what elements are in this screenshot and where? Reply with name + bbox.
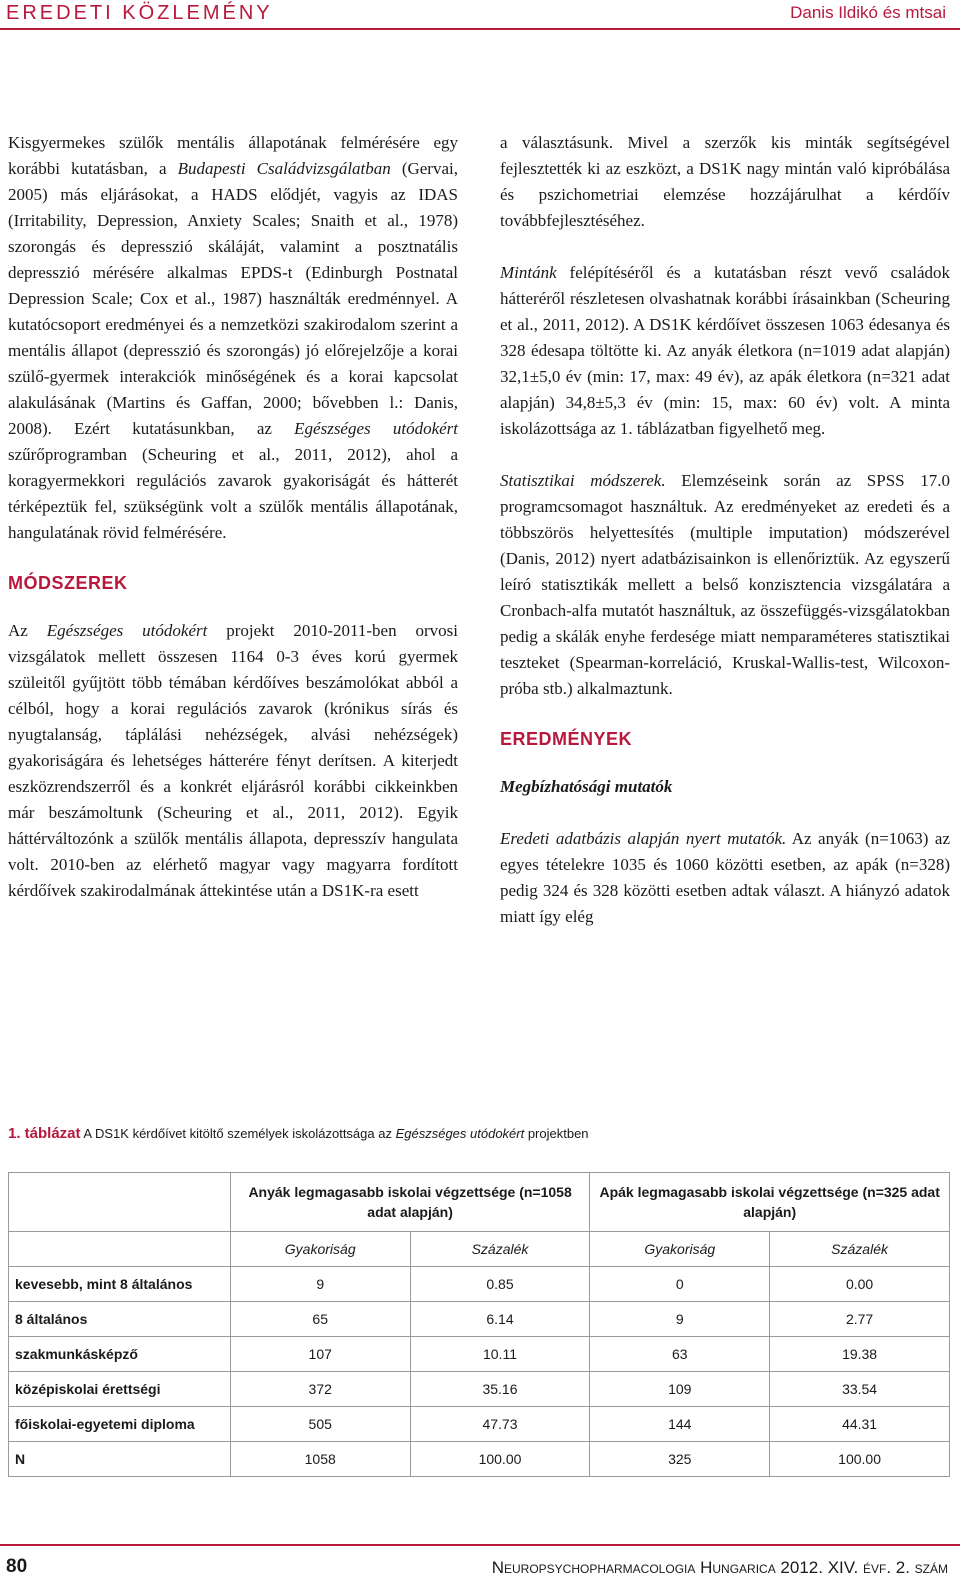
header-fathers: Apák legmagasabb iskolai végzettsége (n=325 adat alapján)	[590, 1173, 950, 1232]
paragraph: a választásunk. Mivel a szerzők kis minták segítségével fejlesztették ki az eszközt, a DS1K nagy mintán való kipróbálása és pszichometriai elemzése hozzájárulhat a kérdőív továbbfejlesztéséhez.	[500, 133, 950, 230]
cell: 63	[590, 1337, 770, 1372]
subheader-cell: Gyakoriság	[230, 1232, 410, 1267]
results-heading: EREDMÉNYEK	[500, 729, 633, 749]
row-label: főiskolai-egyetemi diploma	[9, 1407, 231, 1442]
left-column	[8, 130, 458, 904]
paragraph: Kisgyermekes szülők mentális állapotának felmérésére egy korábbi kutatásban, a Budapesti Családvizsgálatban (Gervai, 2005) más eljárásokat, a HADS elődjét, vagyis az IDAS (Irritability, Depression, Anxiety Scales; Snaith et al., 1978) szorongás és depresszió skáláját, valamint a posztnatális depresszió mérésére alkalmas EPDS-t (Edinburgh Postnatal Depression Scale; Cox et al., 1987) használták eredménnyel. A kutatócsoport eredményei és a nemzetközi szakirodalom szerint a mentális állapot (depresszió és szorongás) jó előrejelzője a korai szülő-gyermek interakciók minőségének és a korai kapcsolat alakulásának (Martins és Gaffan, 2000; bővebben l.: Danis, 2008). Ezért kutatásunkban, az Egészséges utódokért szűrőprogramban (Scheuring et al., 2011, 2012), ahol a koragyermekkori regulációs zavarok gyakoriságát és hátterét térképeztük fel, szükségünk volt a szülők mentális állapotának, hangulatának rövid felmérésére.	[8, 133, 459, 542]
row-label: 8 általános	[9, 1302, 231, 1337]
cell: 372	[230, 1372, 410, 1407]
corner-cell	[9, 1173, 231, 1232]
paragraph: Statisztikai módszerek. Elemzéseink során az SPSS 17.0 programcsomagot használtuk. Az eredményeket az eredeti és a többszörös helyettesítés (multiple imputation) módszerével (Danis, 2012) nyert adatbázisainkon is ellenőriztük. Az egyszerű leíró statisztikák mellett a belső konzisztencia vizsgálatára a Cronbach-alfa mutatót használtuk, az összefüggés-vizsgálatokban pedig a skálák enyhe ferdesége miatt nemparaméteres statisztikai teszteket (Spearman-korreláció, Kruskal-Wallis-test, Wilcoxon-próba stb.) alkalmaztunk.	[500, 471, 950, 698]
table-row	[9, 1267, 950, 1302]
row-label: középiskolai érettségi	[9, 1372, 231, 1407]
journal-citation: Neuropsychopharmacologia Hungarica 2012. XIV. évf. 2. szám	[491, 1558, 948, 1577]
cell: 35.16	[410, 1372, 590, 1407]
section-label: EREDETI KÖZLEMÉNY	[6, 2, 273, 24]
cell: 0.00	[770, 1267, 950, 1302]
cell: 0.85	[410, 1267, 590, 1302]
page-number: 80	[6, 1556, 28, 1577]
table-row	[9, 1302, 950, 1337]
education-table	[8, 1172, 950, 1477]
cell: 19.38	[770, 1337, 950, 1372]
methods-heading: MÓDSZEREK	[8, 573, 128, 593]
table-row	[9, 1372, 950, 1407]
right-column	[500, 130, 950, 930]
cell: 325	[590, 1442, 770, 1477]
cell: 505	[230, 1407, 410, 1442]
cell: 100.00	[410, 1442, 590, 1477]
cell: 10.11	[410, 1337, 590, 1372]
cell: 33.54	[770, 1372, 950, 1407]
cell: 109	[590, 1372, 770, 1407]
cell: 6.14	[410, 1302, 590, 1337]
cell: 144	[590, 1407, 770, 1442]
cell: 47.73	[410, 1407, 590, 1442]
cell: 2.77	[770, 1302, 950, 1337]
cell: 0	[590, 1267, 770, 1302]
table-number: 1. táblázat	[8, 1125, 81, 1142]
cell: 107	[230, 1337, 410, 1372]
author-label: Danis Ildikó és mtsai	[790, 3, 946, 22]
row-label: kevesebb, mint 8 általános	[9, 1267, 231, 1302]
corner-cell	[9, 1232, 231, 1267]
header-mothers: Anyák legmagasabb iskolai végzettsége (n=1058 adat alapján)	[230, 1173, 590, 1232]
table-row	[9, 1337, 950, 1372]
cell: 1058	[230, 1442, 410, 1477]
table-caption: 1. táblázat A DS1K kérdőívet kitöltő személyek iskolázottsága az Egészséges utódokért projektben	[8, 1125, 589, 1142]
subheader-cell: Százalék	[770, 1232, 950, 1267]
cell: 9	[590, 1302, 770, 1337]
row-label: szakmunkásképző	[9, 1337, 231, 1372]
subheader-cell: Százalék	[410, 1232, 590, 1267]
cell: 65	[230, 1302, 410, 1337]
table-row	[9, 1442, 950, 1477]
row-label: N	[9, 1442, 231, 1477]
paragraph: Az Egészséges utódokért projekt 2010-2011-ben orvosi vizsgálatok mellett összesen 1164 0-3 éves korú gyermek szüleitől gyűjtött több témában kérdőíves beszámolókat abból a célból, hogy a korai regulációs zavarok (krónikus sírás és nyugtalanság, táplálási nehézségek, alvási nehézségek) gyakoriságára és lehetséges hátterére fényt derítsen. A kiterjedt eszközrendszerről és a konkrét eljárásról korábbi cikkeinkben már beszámoltunk (Scheuring et al., 2011, 2012). Egyik háttérváltozónk a szülők mentális állapota, depresszív hangulata volt. 2010-ben az elérhető magyar vagy magyarra fordított kérdőívek szakirodalmának áttekintése után a DS1K-ra esett	[8, 621, 459, 900]
paragraph: Eredeti adatbázis alapján nyert mutatók. Az anyák (n=1063) az egyes tételekre 1035 és 1060 közötti esetben, az apák (n=328) pedig 324 és 328 közötti esetben adtak választ. A hiányzó adatok miatt így elég	[500, 829, 950, 926]
subheader-cell: Gyakoriság	[590, 1232, 770, 1267]
cell: 9	[230, 1267, 410, 1302]
page-header	[0, 0, 960, 30]
paragraph: Mintánk felépítéséről és a kutatásban részt vevő családok hátteréről részletesen olvashatnak korábbi írásainkban (Scheuring et al., 2011, 2012). A DS1K kérdőívet összesen 1063 édesanya és 328 édesapa töltötte ki. Az anyák életkora (n=1019 adat alapján) 32,1±5,0 év (min: 17, max: 49 év), az apák életkora (n=321 adat alapján) 34,8±5,3 év (min: 15, max: 60 év) volt. A minta iskolázottsága az 1. táblázatban figyelhető meg.	[500, 263, 950, 438]
table-row	[9, 1407, 950, 1442]
subheading: Megbízhatósági mutatók	[500, 777, 673, 796]
cell: 100.00	[770, 1442, 950, 1477]
page-footer	[0, 1544, 960, 1592]
cell: 44.31	[770, 1407, 950, 1442]
